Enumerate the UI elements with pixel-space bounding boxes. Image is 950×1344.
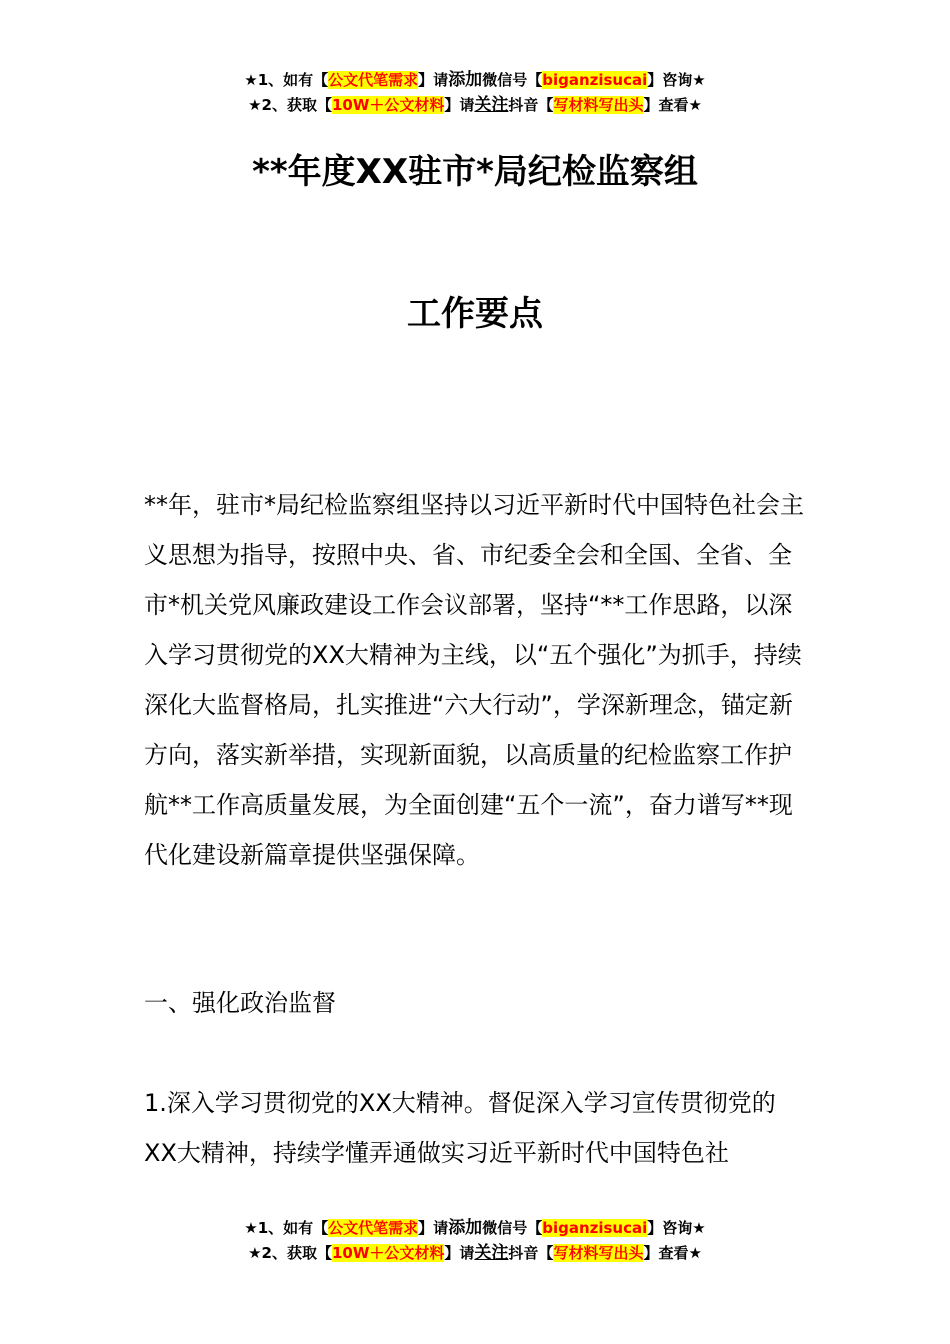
promo-highlight: biganzisucai bbox=[542, 71, 648, 89]
promo-text: 微信号【 bbox=[482, 1219, 543, 1237]
promo-text: 】咨询★ bbox=[647, 71, 706, 89]
promo-emphasis: 添加 bbox=[448, 1218, 483, 1238]
promo-line-2 bbox=[0, 93, 950, 118]
promo-highlight: 写材料写出头 bbox=[553, 96, 644, 114]
promo-highlight: 公文代笔需求 bbox=[328, 1219, 419, 1237]
promo-text: 】咨询★ bbox=[647, 1219, 706, 1237]
promo-highlight: 10W＋公文材料 bbox=[331, 1244, 445, 1262]
promo-text: 】请 bbox=[444, 1244, 475, 1262]
promo-highlight: 公文代笔需求 bbox=[328, 71, 419, 89]
document-title-line-1: **年度XX驻市*局纪检监察组 bbox=[252, 152, 698, 192]
promo-text: 微信号【 bbox=[482, 71, 543, 89]
promo-text: ★1、如有【 bbox=[244, 71, 329, 89]
promo-text: 】请 bbox=[418, 1219, 449, 1237]
body-paragraph: 1.深入学习贯彻党的XX大精神。督促深入学习宣传贯彻党的XX大精神，持续学懂弄通做实习近平新时代中国特色社 bbox=[144, 1089, 776, 1167]
promo-emphasis: 关注 bbox=[474, 95, 509, 115]
intro-paragraph: **年，驻市*局纪检监察组坚持以习近平新时代中国特色社会主义思想为指导，按照中央、省、市纪委全会和全国、全省、全市*机关党风廉政建设工作会议部署，坚持“**工作思路，以深入学习贯彻党的XX大精神为主线，以“五个强化”为抓手，持续深化大监督格局，扎实推进“六大行动”，学深新理念，锚定新方向，落实新举措，实现新面貌，以高质量的纪检监察工作护航**工作高质量发展，为全面创建“五个一流”，奋力谱写**现代化建设新篇章提供坚强保障。 bbox=[144, 491, 804, 869]
promo-text: ★2、获取【 bbox=[248, 96, 332, 114]
promo-text: 】查看★ bbox=[643, 1244, 702, 1262]
promo-emphasis: 关注 bbox=[474, 1243, 509, 1263]
promo-line-2 bbox=[0, 1241, 950, 1266]
promo-line-1 bbox=[0, 68, 950, 93]
promo-text: ★2、获取【 bbox=[248, 1244, 332, 1262]
promo-text: 】查看★ bbox=[643, 96, 702, 114]
promo-text: 抖音【 bbox=[508, 96, 554, 114]
section-heading: 一、强化政治监督 bbox=[144, 989, 336, 1017]
promo-emphasis: 添加 bbox=[448, 70, 483, 90]
header-promo-banner bbox=[0, 68, 950, 118]
promo-text: 】请 bbox=[418, 71, 449, 89]
promo-text: 】请 bbox=[444, 96, 475, 114]
promo-highlight: biganzisucai bbox=[542, 1219, 648, 1237]
footer-promo-banner bbox=[0, 1216, 950, 1266]
promo-highlight: 10W＋公文材料 bbox=[331, 96, 445, 114]
promo-line-1 bbox=[0, 1216, 950, 1241]
promo-highlight: 写材料写出头 bbox=[553, 1244, 644, 1262]
promo-text: ★1、如有【 bbox=[244, 1219, 329, 1237]
document-title-line-2: 工作要点 bbox=[407, 294, 543, 334]
promo-text: 抖音【 bbox=[508, 1244, 554, 1262]
